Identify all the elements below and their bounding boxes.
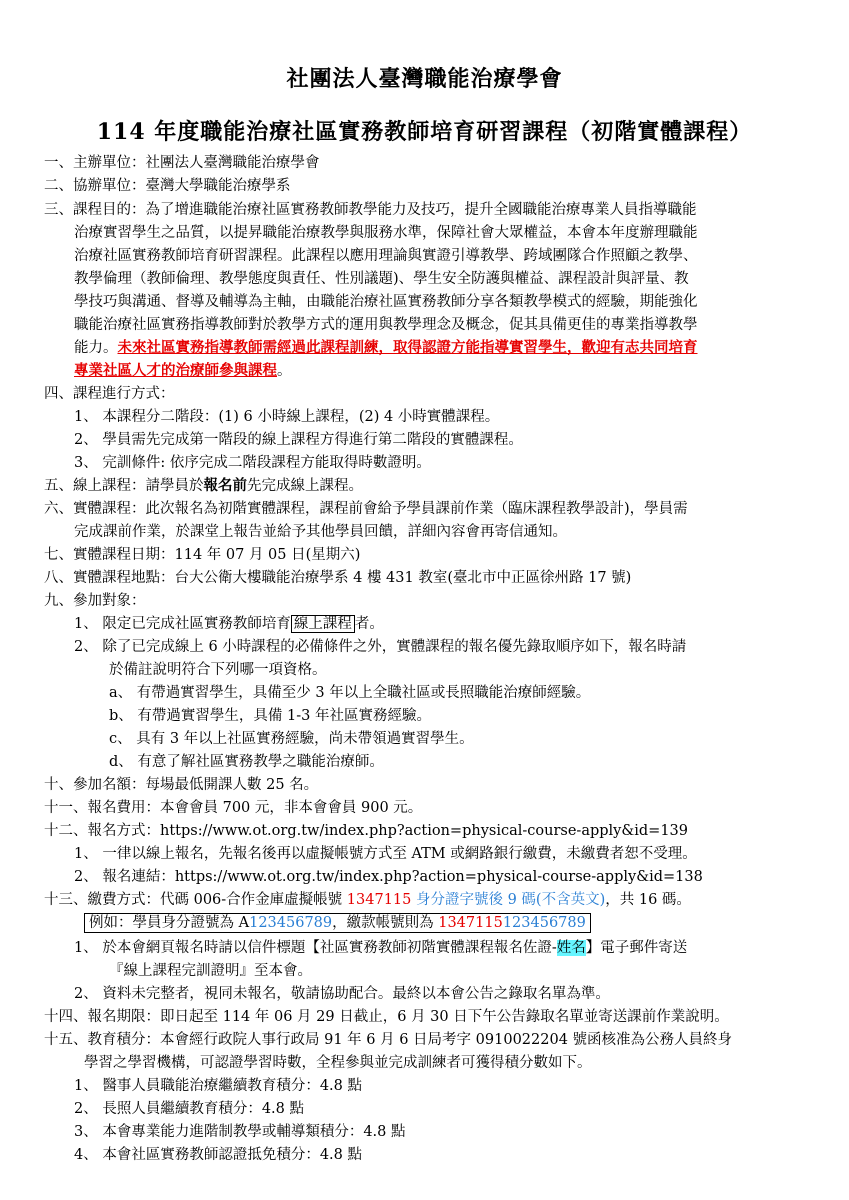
course-title: 114 年度職能治療社區實務教師培育研習課程（初階實體課程） xyxy=(96,119,753,145)
name-highlight: 姓名 xyxy=(556,940,586,956)
physical-course-line-2: 完成課前作業，於課堂上報告並給予其他學員回饋，詳細內容會再寄信通知。 xyxy=(74,524,567,540)
purpose-line-5: 學技巧與溝通、督導及輔導為主軸，由職能治療社區實務教師分享各類教學模式的經驗，期能強化 xyxy=(74,294,698,310)
purpose-line-1: 三、課程目的：為了增進職能治療社區實務教師教學能力及技巧，提升全國職能治療專業人員指導職能 xyxy=(44,202,697,218)
organizer-line: 一、主辦單位：社團法人臺灣職能治療學會 xyxy=(44,155,320,171)
registration-heading: 十二、報名方式：https://www.ot.org.tw/index.php?action=physical-course-apply&id=139 xyxy=(44,823,689,839)
deadline-line: 十四、報名期限：即日起至 114 年 06 月 29 日截止，6 月 30 日下午公告錄取名單並寄送課前作業說明。 xyxy=(44,1009,729,1025)
registration-item-1: 1、 一律以線上報名，先報名後再以虛擬帳號方式至 ATM 或網路銀行繳費，未繳費者恕不受理。 xyxy=(74,846,697,862)
purpose-line-3: 治療社區實務教師培育研習課程。此課程以應用理論與實證引導教學、跨域團隊合作照顧之教學、 xyxy=(74,248,698,264)
payment-end: ，共 16 碼。 xyxy=(605,892,691,908)
payment-item-1-line-2: 『線上課程完訓證明』至本會。 xyxy=(109,963,312,979)
example-id-suffix: 123456789 xyxy=(502,915,586,931)
purpose-line-6: 職能治療社區實務指導教師對於教學方式的運用與教學理念及概念，促其具備更佳的專業指導教學 xyxy=(74,317,698,333)
credits-line-1: 十五、教育積分：本會經行政院人事行政局 91 年 6 月 6 日局考字 0910022204 號函核准為公務人員終身 xyxy=(44,1032,733,1048)
co-organizer-line: 二、協辦單位：臺灣大學職能治療學系 xyxy=(44,178,291,194)
payment-code: 1347115 xyxy=(346,892,412,908)
payment-item-2: 2、 資料未完整者，視同未報名，敬請協助配合。最終以本會公告之錄取名單為準。 xyxy=(74,986,610,1002)
qualification-d: d、 有意了解社區實務教學之職能治療師。 xyxy=(109,754,384,770)
online-course-start: 五、線上課程：請學員於 xyxy=(44,478,204,494)
requirement-notice: 未來社區實務指導教師需經過此課程訓練，取得認證方能指導實習學生，歡迎有志共同培育 xyxy=(117,339,698,356)
participants-item-2-line-2: 於備註說明符合下列哪一項資格。 xyxy=(109,662,327,678)
fee-line: 十一、報名費用：本會會員 700 元，非本會會員 900 元。 xyxy=(44,800,423,816)
participants-heading: 九、參加對象： xyxy=(44,593,146,609)
quota-line: 十、參加名額：每場最低開課人數 25 名。 xyxy=(44,777,319,793)
requirement-notice-end: 專業社區人才的治療師參與課程 xyxy=(74,362,277,379)
online-course-boxed: 線上課程 xyxy=(291,615,355,633)
purpose-line-7 xyxy=(74,338,698,358)
purpose-line-7-start: 能力。 xyxy=(74,340,118,356)
participants-item-1-start: 1、 限定已完成社區實務教師培育 xyxy=(74,616,291,632)
credits-item-3: 3、 本會專業能力進階制教學或輔導類積分：4.8 點 xyxy=(74,1124,406,1140)
example-code: 1347115 xyxy=(438,915,503,931)
payment-line xyxy=(44,890,691,910)
payment-example-box xyxy=(84,913,591,933)
online-course-emphasis: 報名前 xyxy=(203,477,247,494)
method-heading: 四、課程進行方式： xyxy=(44,386,175,402)
participants-item-1 xyxy=(74,614,384,634)
credits-item-1: 1、 醫事人員職能治療繼續教育積分：4.8 點 xyxy=(74,1078,363,1094)
registration-item-2: 2、 報名連結：https://www.ot.org.tw/index.php?action=physical-course-apply&id=138 xyxy=(74,869,703,885)
payment-id-rule: 身分證字號後 9 碼(不含英文) xyxy=(411,892,606,908)
purpose-line-8-end: 。 xyxy=(277,363,292,379)
course-date-line: 七、實體課程日期：114 年 07 月 05 日(星期六) xyxy=(44,547,361,563)
online-course-end: 先完成線上課程。 xyxy=(247,478,363,494)
purpose-line-4: 教學倫理（教師倫理、教學態度與責任、性別議題)、學生安全防護與權益、課程設計與評量、教 xyxy=(74,271,689,287)
payment-item-1 xyxy=(74,938,687,958)
method-item-1: 1、 本課程分二階段：(1) 6 小時線上課程，(2) 4 小時實體課程。 xyxy=(74,409,500,425)
payment-example xyxy=(84,913,591,933)
payment-item-1-end: 】電子郵件寄送 xyxy=(585,940,688,956)
qualification-a: a、 有帶過實習學生，具備至少 3 年以上全職社區或長照職能治療師經驗。 xyxy=(109,685,591,701)
qualification-c: c、 具有 3 年以上社區實務經驗，尚未帶領過實習學生。 xyxy=(109,731,474,747)
organization-title: 社團法人臺灣職能治療學會 xyxy=(286,66,563,92)
credits-item-4: 4、 本會社區實務教師認證抵免積分：4.8 點 xyxy=(74,1147,363,1163)
credits-line-2: 學習之學習機構，可認證學習時數，全程參與並完成訓練者可獲得積分數如下。 xyxy=(84,1055,592,1071)
example-middle: ，繳款帳號則為 xyxy=(332,915,439,931)
participants-item-1-end: 者。 xyxy=(354,616,384,632)
method-item-2: 2、 學員需先完成第一階段的線上課程方得進行第二階段的實體課程。 xyxy=(74,432,523,448)
physical-course-line-1: 六、實體課程：此次報名為初階實體課程，課程前會給予學員課前作業（臨床課程教學設計)，學員需 xyxy=(44,501,688,517)
method-item-3: 3、 完訓條件: 依序完成二階段課程方能取得時數證明。 xyxy=(74,455,431,471)
example-prefix: 例如：學員身分證號為 A xyxy=(89,915,250,931)
payment-item-1-start: 1、 於本會網頁報名時請以信件標題【社區實務教師初階實體課程報名佐證- xyxy=(74,940,557,956)
purpose-line-8 xyxy=(74,361,292,381)
example-id: 123456789 xyxy=(249,915,333,931)
purpose-line-2: 治療實習學生之品質，以提昇職能治療教學與服務水準，保障社會大眾權益，本會本年度辦理職能 xyxy=(74,225,698,241)
participants-item-2-line-1: 2、 除了已完成線上 6 小時課程的必備條件之外，實體課程的報名優先錄取順序如下，報名時請 xyxy=(74,639,687,655)
online-course-line xyxy=(44,476,363,496)
qualification-b: b、 有帶過實習學生，具備 1-3 年社區實務經驗。 xyxy=(109,708,431,724)
credits-item-2: 2、 長照人員繼續教育積分：4.8 點 xyxy=(74,1101,305,1117)
course-location-line: 八、實體課程地點：台大公衛大樓職能治療學系 4 樓 431 教室(臺北市中正區徐州路 17 號) xyxy=(44,570,632,586)
payment-start: 十三、繳費方式：代碼 006-合作金庫虛擬帳號 xyxy=(44,892,347,908)
